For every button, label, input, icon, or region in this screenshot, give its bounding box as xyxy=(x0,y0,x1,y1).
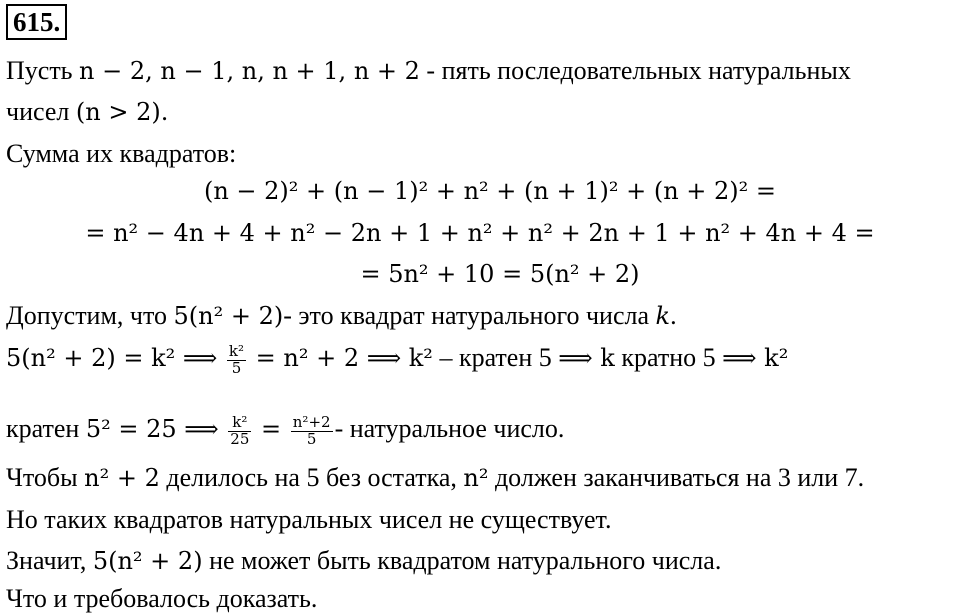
text: - пять последовательных натуральных xyxy=(419,56,851,85)
text: Допустим, что xyxy=(6,301,174,330)
text: Пусть xyxy=(6,56,80,85)
conclusion-line xyxy=(6,548,721,574)
math: n − 2, n − 1, n, n + 1, n + 2 xyxy=(79,57,420,85)
math: = n² − 4n + 4 + n² − 2n + 1 + n² + n² + 2n + 1 + n² + 4n + 4 = xyxy=(85,219,875,247)
equation-3 xyxy=(0,261,960,287)
fraction xyxy=(291,415,333,448)
statement-line-2 xyxy=(6,99,168,125)
fraction-denominator: 5 xyxy=(291,431,333,448)
fraction-numerator: n²+2 xyxy=(292,413,331,431)
text: - натуральное число. xyxy=(334,414,565,444)
math: ⟹ k² xyxy=(722,344,789,373)
math: n² + 2 xyxy=(84,464,160,492)
text: Чтобы xyxy=(6,463,85,492)
text: кратен xyxy=(6,414,86,444)
fraction-numerator: k² xyxy=(228,342,245,360)
text: делилось на 5 без остатка, xyxy=(159,463,464,492)
text: кратно 5 xyxy=(614,343,723,373)
equation-1 xyxy=(0,178,960,204)
math: 5² = 25 ⟹ xyxy=(85,415,227,444)
statement-line-1 xyxy=(6,58,851,84)
text: - это квадрат натурального числа xyxy=(283,301,656,330)
sum-heading: Сумма их квадратов: xyxy=(6,139,237,168)
equation-2 xyxy=(0,220,960,246)
text: Значит, xyxy=(6,546,93,575)
math: = xyxy=(253,415,289,444)
derivation-line-1 xyxy=(6,344,788,377)
math: 5(n² + 2) xyxy=(92,547,203,575)
text: чисел xyxy=(6,97,76,126)
qed-line: Что и требовалось доказать. xyxy=(6,584,318,613)
math: = 5n² + 10 = 5(n² + 2) xyxy=(360,260,640,288)
math: (n − 2)² + (n − 1)² + n² + (n + 1)² + (n + 2)² = xyxy=(203,177,777,205)
problem-number: 615. xyxy=(6,4,67,40)
math: ⟹ k xyxy=(558,344,615,373)
text: не может быть квадратом натурального числа. xyxy=(202,546,722,575)
text: . xyxy=(670,301,677,330)
text: должен заканчиваться на 3 или 7. xyxy=(488,463,865,492)
fraction-numerator: k² xyxy=(232,413,248,431)
fraction xyxy=(227,344,246,377)
math: k xyxy=(655,302,671,330)
math: 5(n² + 2) xyxy=(173,302,284,330)
math: (n > 2). xyxy=(75,98,169,126)
text: – кратен 5 xyxy=(432,343,559,373)
assumption-line xyxy=(6,303,677,329)
math: n² xyxy=(463,464,489,492)
fraction xyxy=(228,415,251,448)
math: 5(n² + 2) = k² ⟹ xyxy=(6,344,225,373)
no-such-squares-line: Но таких квадратов натуральных чисел не существует. xyxy=(6,505,612,534)
fraction-denominator: 5 xyxy=(227,360,246,377)
derivation-line-2 xyxy=(6,415,564,448)
fraction-denominator: 25 xyxy=(230,429,250,448)
math: = n² + 2 ⟹ k² xyxy=(248,344,433,373)
divisibility-line xyxy=(6,465,864,491)
